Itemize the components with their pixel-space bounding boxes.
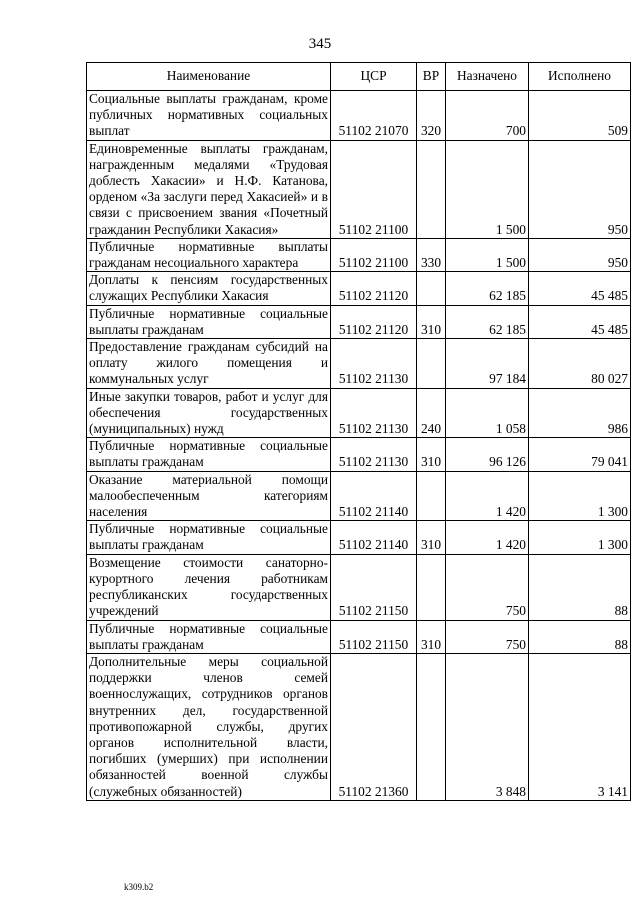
cell-csr: 51102 21140 — [331, 521, 417, 554]
cell-assigned: 750 — [446, 620, 529, 653]
cell-executed: 45 485 — [529, 272, 631, 305]
cell-name: Социальные выплаты гражданам, кроме публичных нормативных социальных выплат — [87, 91, 331, 141]
header-name: Наименование — [87, 63, 331, 91]
cell-csr: 51102 21100 — [331, 238, 417, 271]
cell-csr: 51102 21120 — [331, 272, 417, 305]
table-row — [87, 388, 631, 438]
cell-name: Возмещение стоимости санаторно-курортного лечения работникам республиканских государственных учреждений — [87, 554, 331, 620]
table-row — [87, 521, 631, 554]
cell-name: Иные закупки товаров, работ и услуг для обеспечения государственных (муниципальных) нужд — [87, 388, 331, 438]
cell-name: Публичные нормативные социальные выплаты гражданам — [87, 305, 331, 338]
cell-name: Оказание материальной помощи малообеспеченным категориям населения — [87, 471, 331, 521]
cell-name: Дополнительные меры социальной поддержки членов семей военнослужащих, сотрудников органов внутренних дел, государственной противопожарной службы, других органов исполнительной власти, погибших (умерших) при исполнении обязанностей военной службы (служебных обязанностей) — [87, 653, 331, 800]
cell-csr: 51102 21140 — [331, 471, 417, 521]
header-executed: Исполнено — [529, 63, 631, 91]
cell-csr: 51102 21120 — [331, 305, 417, 338]
cell-assigned: 1 420 — [446, 471, 529, 521]
cell-name: Доплаты к пенсиям государственных служащих Республики Хакасия — [87, 272, 331, 305]
cell-name: Предоставление гражданам субсидий на оплату жилого помещения и коммунальных услуг — [87, 339, 331, 389]
cell-executed: 45 485 — [529, 305, 631, 338]
cell-vr — [417, 554, 446, 620]
cell-name: Единовременные выплаты гражданам, награжденным медалями «Трудовая доблесть Хакасии» и Н.Ф. Катанова, орденом «За заслуги перед Хакасией» и в связи с присвоением звания «Почетный гражданин Республики Хакасия» — [87, 140, 331, 238]
table-row — [87, 339, 631, 389]
table-row — [87, 140, 631, 238]
table-row — [87, 554, 631, 620]
cell-vr — [417, 140, 446, 238]
table-body — [87, 91, 631, 801]
cell-assigned: 1 500 — [446, 140, 529, 238]
cell-assigned: 3 848 — [446, 653, 529, 800]
cell-name: Публичные нормативные социальные выплаты гражданам — [87, 521, 331, 554]
cell-csr: 51102 21130 — [331, 339, 417, 389]
cell-vr: 240 — [417, 388, 446, 438]
cell-assigned: 1 420 — [446, 521, 529, 554]
cell-assigned: 96 126 — [446, 438, 529, 471]
cell-executed: 88 — [529, 620, 631, 653]
cell-vr: 310 — [417, 521, 446, 554]
cell-csr: 51102 21100 — [331, 140, 417, 238]
page-number: 345 — [308, 36, 332, 52]
cell-csr: 51102 21360 — [331, 653, 417, 800]
cell-csr: 51102 21150 — [331, 620, 417, 653]
table-row — [87, 620, 631, 653]
cell-assigned: 97 184 — [446, 339, 529, 389]
cell-csr: 51102 21070 — [331, 91, 417, 141]
table-row — [87, 471, 631, 521]
cell-assigned: 62 185 — [446, 272, 529, 305]
header-csr: ЦСР — [331, 63, 417, 91]
cell-executed: 88 — [529, 554, 631, 620]
cell-name: Публичные нормативные социальные выплаты гражданам — [87, 620, 331, 653]
cell-executed: 509 — [529, 91, 631, 141]
header-vr: ВР — [417, 63, 446, 91]
cell-vr: 310 — [417, 620, 446, 653]
cell-vr — [417, 339, 446, 389]
cell-csr: 51102 21150 — [331, 554, 417, 620]
cell-vr — [417, 471, 446, 521]
cell-assigned: 700 — [446, 91, 529, 141]
cell-name: Публичные нормативные выплаты гражданам несоциального характера — [87, 238, 331, 271]
cell-executed: 3 141 — [529, 653, 631, 800]
budget-table — [86, 62, 631, 801]
table-row — [87, 653, 631, 800]
cell-name: Публичные нормативные социальные выплаты гражданам — [87, 438, 331, 471]
table-row — [87, 91, 631, 141]
cell-vr: 320 — [417, 91, 446, 141]
table-row — [87, 272, 631, 305]
cell-executed: 1 300 — [529, 521, 631, 554]
cell-executed: 986 — [529, 388, 631, 438]
footer-code: k309.b2 — [124, 882, 154, 892]
table-row — [87, 438, 631, 471]
cell-executed: 80 027 — [529, 339, 631, 389]
cell-vr — [417, 272, 446, 305]
cell-assigned: 1 500 — [446, 238, 529, 271]
cell-vr: 330 — [417, 238, 446, 271]
table-header-row — [87, 63, 631, 91]
cell-executed: 950 — [529, 238, 631, 271]
table-row — [87, 238, 631, 271]
cell-vr — [417, 653, 446, 800]
cell-assigned: 1 058 — [446, 388, 529, 438]
cell-vr: 310 — [417, 305, 446, 338]
header-assigned: Назначено — [446, 63, 529, 91]
table-row — [87, 305, 631, 338]
cell-executed: 1 300 — [529, 471, 631, 521]
cell-assigned: 62 185 — [446, 305, 529, 338]
cell-executed: 79 041 — [529, 438, 631, 471]
cell-csr: 51102 21130 — [331, 388, 417, 438]
cell-executed: 950 — [529, 140, 631, 238]
cell-vr: 310 — [417, 438, 446, 471]
cell-csr: 51102 21130 — [331, 438, 417, 471]
cell-assigned: 750 — [446, 554, 529, 620]
